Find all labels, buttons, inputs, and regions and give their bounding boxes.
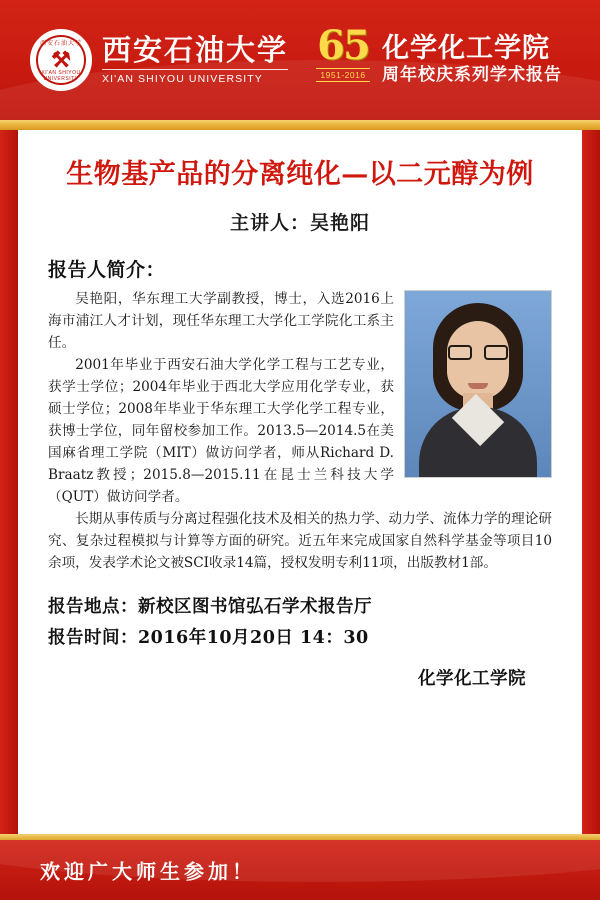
- college-name: 化学化工学院: [382, 33, 550, 65]
- welcome-text: 欢迎广大师生参加！: [40, 859, 256, 884]
- speaker-portrait-image: [404, 290, 552, 478]
- anniversary-badge-icon: [306, 22, 380, 93]
- university-wordmark: [102, 32, 289, 86]
- portrait-mouth: [468, 383, 488, 389]
- gold-divider: [0, 120, 600, 130]
- university-name-en: XI'AN SHIYOU UNIVERSITY: [102, 69, 288, 85]
- portrait-glasses: [447, 345, 509, 361]
- seal-bottom-text: XI'AN SHIYOU UNIVERSITY: [41, 70, 81, 82]
- footer-band: [0, 840, 600, 900]
- header-content: [0, 0, 600, 120]
- event-details: [48, 592, 552, 653]
- university-identity: [0, 29, 300, 91]
- university-seal-icon: [30, 29, 92, 91]
- university-name-cn: 西安石油大学: [102, 32, 289, 67]
- lecture-series-subtitle: 周年校庆系列学术报告: [382, 65, 562, 86]
- bio-paragraph: 吴艳阳，华东理工大学副教授，博士，入选2016上海市浦江人才计划，现任华东理工大学化工学院化工系主任。: [48, 290, 394, 351]
- left-red-rail: [0, 130, 18, 840]
- bio-heading: 报告人简介：: [48, 258, 166, 281]
- seal-emblem-icon: ⚒: [51, 47, 71, 73]
- page-title: 生物基产品的分离纯化—以二元醇为例: [66, 159, 534, 190]
- bio-paragraph: 长期从事传质与分离过程强化技术及相关的热力学、动力学、流体力学的理论研究、复杂过程模拟与计算等方面的研究。近五年来完成国家自然科学基金等项目10余项，发表学术论文被SCI收录14篇，授权发明专利11项，出版教材1部。: [48, 510, 552, 571]
- anniversary-block: [306, 22, 562, 93]
- anniversary-text: [382, 33, 562, 86]
- anniversary-number: 65: [317, 22, 369, 69]
- bio-body: [48, 288, 552, 574]
- time-line: 报告时间：2016年10月20日 14：30: [48, 627, 369, 648]
- bio-paragraph: 2001年毕业于西安石油大学化学工程与工艺专业，获学士学位；2004年毕业于西北大学应用化学专业，获硕士学位；2008年毕业于华东理工大学化学工程专业，获博士学位，同年留校参加工作。2013.5—2014.5在美国麻省理工学院（MIT）做访问学者，师从Richard D. Braatz教授；2015.8—2015.11在昆士兰科技大学（QUT）做访问学者。: [48, 356, 394, 505]
- seal-top-text: 西安石油大学: [39, 41, 82, 47]
- venue-line: 报告地点：新校区图书馆弘石学术报告厅: [48, 596, 372, 617]
- organizer-line: 化学化工学院: [418, 669, 526, 690]
- content-sheet: [18, 130, 582, 840]
- anniversary-years: 1951-2016: [316, 68, 369, 82]
- right-red-rail: [582, 130, 600, 840]
- speaker-line: 主讲人：吴艳阳: [229, 211, 370, 234]
- header-band: [0, 0, 600, 120]
